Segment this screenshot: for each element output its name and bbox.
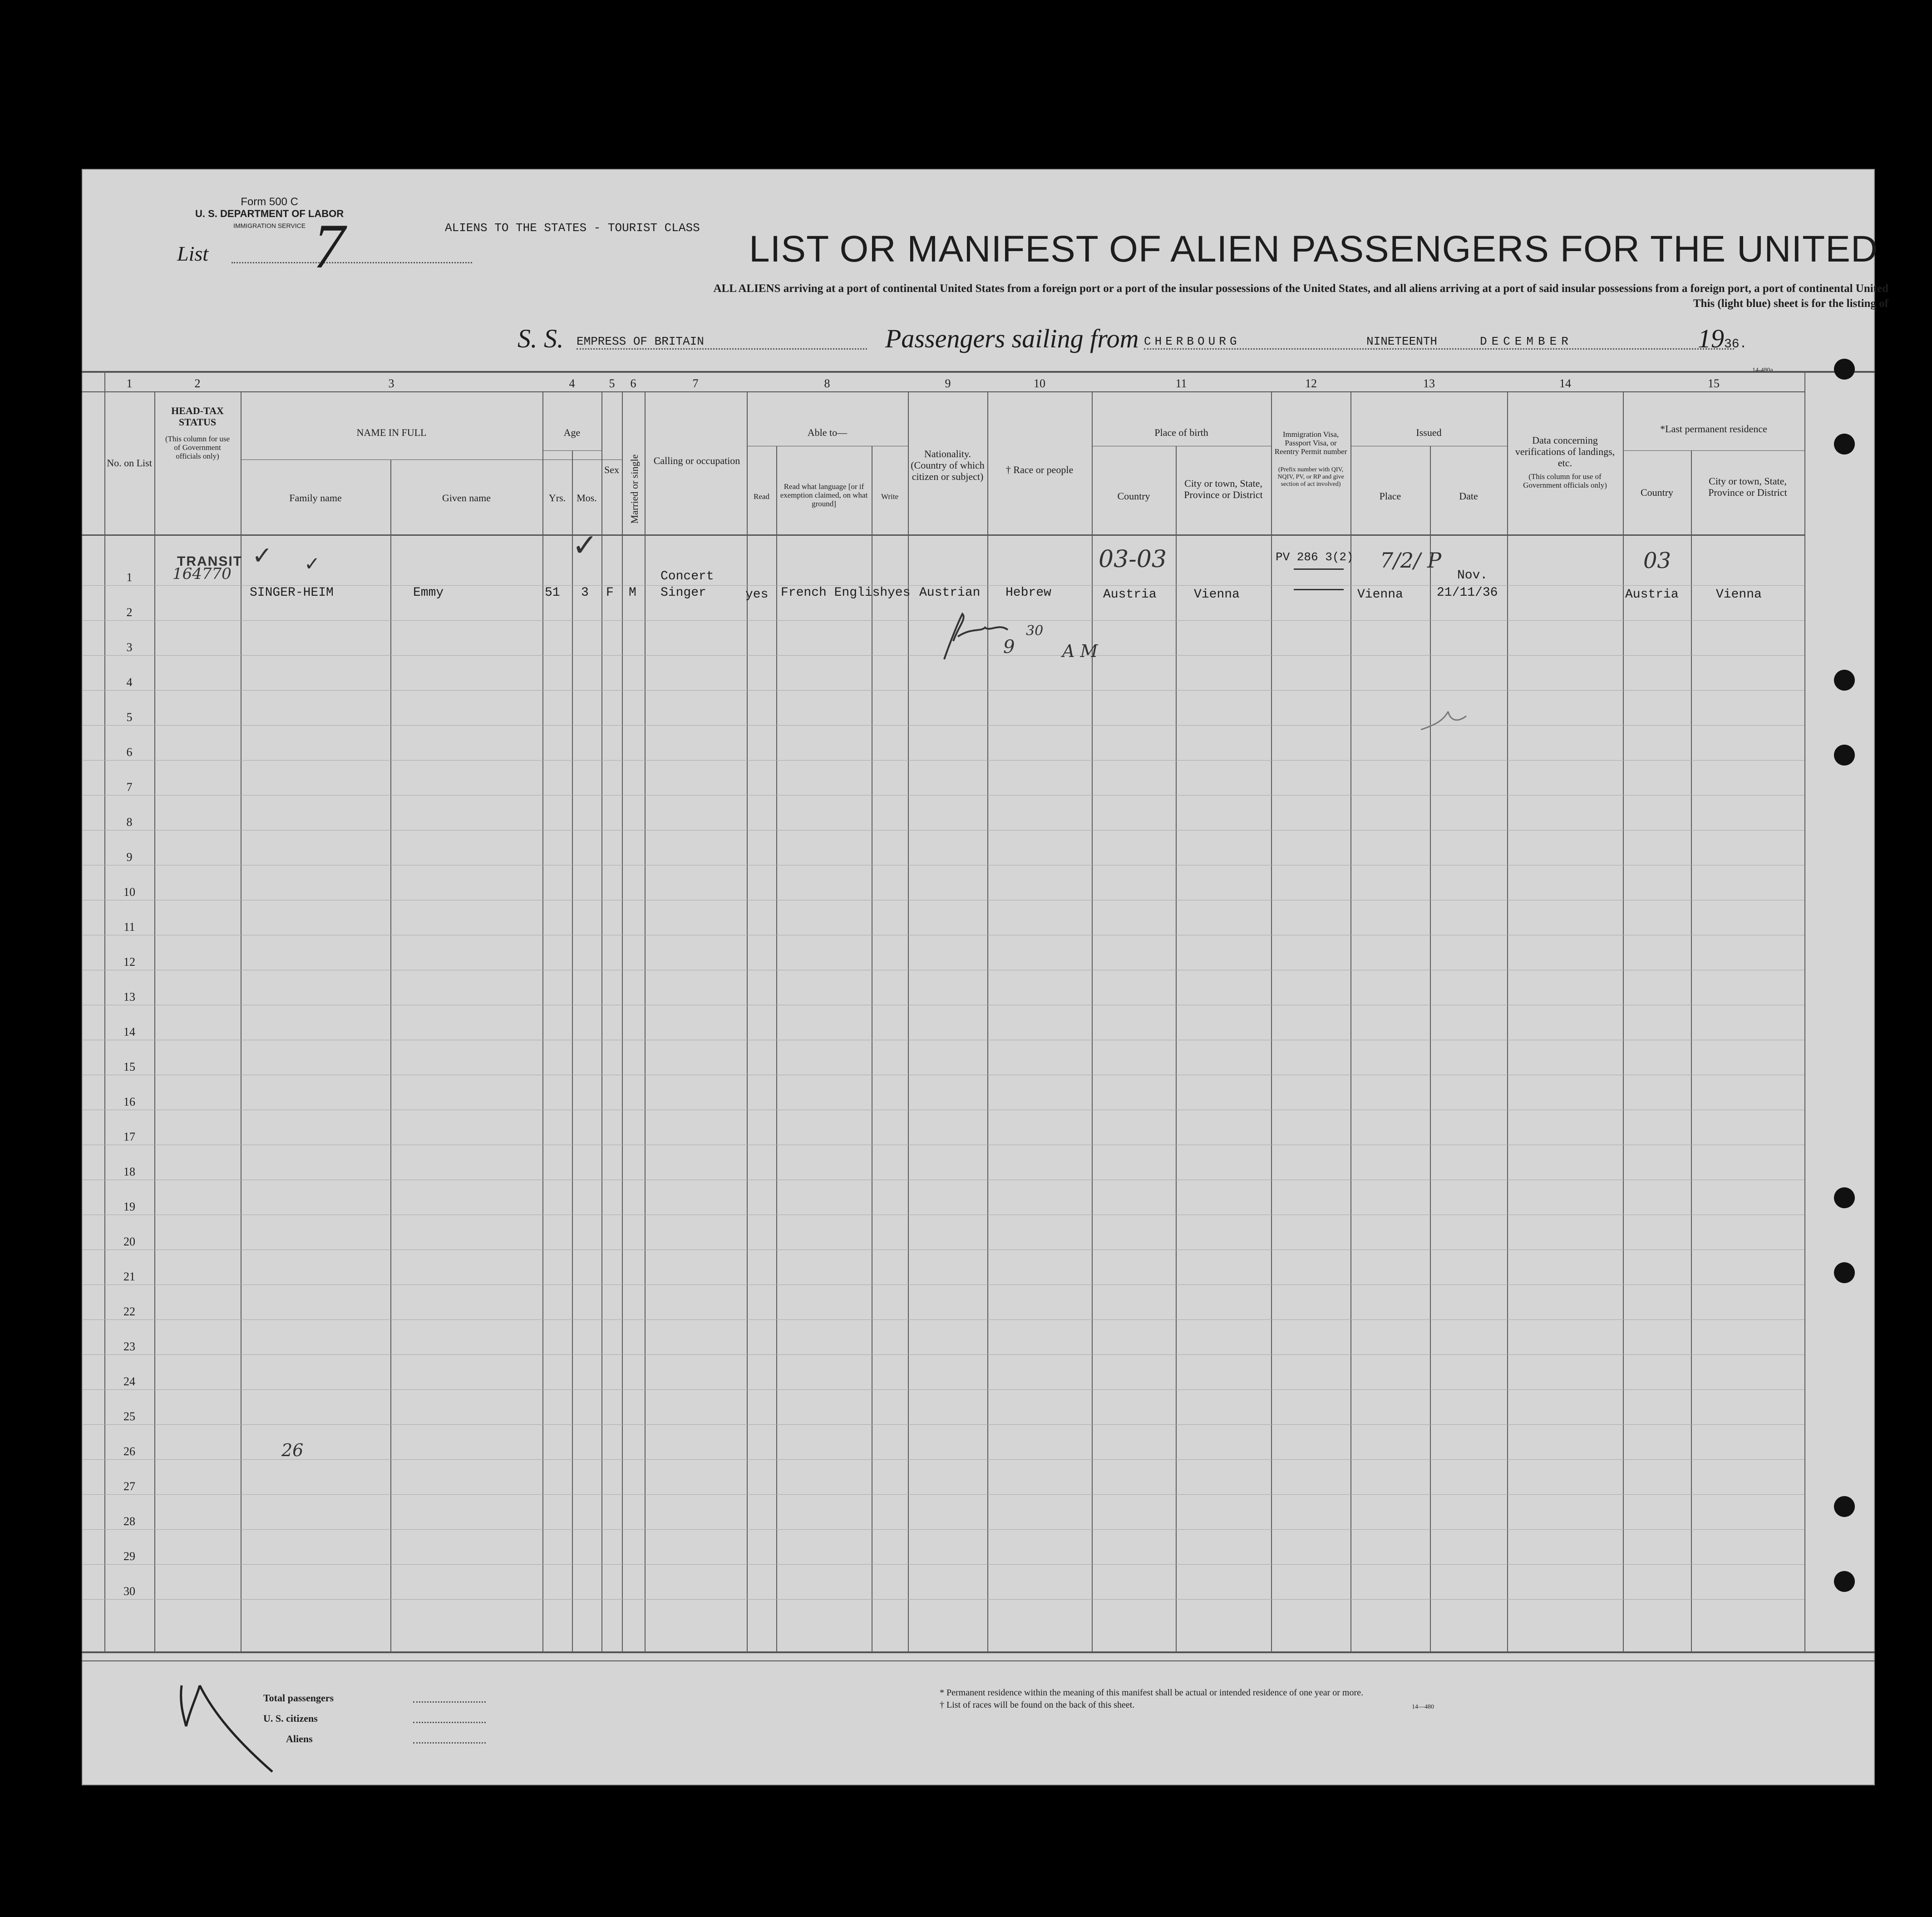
row-number: 6 bbox=[126, 746, 133, 759]
no-on-list-header: No. on List bbox=[107, 457, 152, 469]
last-residence-header: *Last permanent residence bbox=[1660, 423, 1767, 435]
struck-out-entry bbox=[1294, 568, 1344, 590]
col-number: 12 bbox=[1305, 377, 1317, 390]
read-header: Read bbox=[754, 492, 769, 501]
col-number: 6 bbox=[630, 377, 636, 390]
us-citizens-label: U. S. citizens bbox=[263, 1713, 318, 1724]
table-bottom-rule bbox=[82, 1651, 1875, 1653]
list-label: List bbox=[177, 242, 209, 265]
name-subheader-rule bbox=[241, 459, 622, 460]
departure-port: CHERBOURG bbox=[1144, 335, 1734, 350]
col-line bbox=[1092, 391, 1093, 1651]
family-name-header: Family name bbox=[289, 492, 342, 504]
col-line bbox=[241, 391, 242, 1651]
residence-handwritten-mark: 03 bbox=[1643, 548, 1671, 573]
issued-place-header: Place bbox=[1379, 490, 1401, 502]
col-line bbox=[645, 391, 646, 1651]
row-number: 2 bbox=[126, 606, 133, 619]
given-name-header: Given name bbox=[442, 492, 491, 504]
check-mark: ✓ bbox=[304, 553, 320, 575]
row-line bbox=[82, 725, 1804, 726]
row-number: 29 bbox=[123, 1550, 135, 1563]
birth-city-cell: Vienna bbox=[1194, 588, 1240, 602]
head-tax-number: 164770 bbox=[172, 565, 232, 583]
table-bottom-rule-2 bbox=[82, 1660, 1875, 1661]
col-line bbox=[1507, 391, 1508, 1651]
calling-header: Calling or occupation bbox=[653, 455, 740, 466]
col-number: 4 bbox=[569, 377, 575, 390]
read-what-header: Read what language [or if exemption claimed, on what ground] bbox=[780, 482, 868, 508]
residence-footnote: * Permanent residence within the meaning of this manifest shall be actual or intended residence of one year or more. bbox=[940, 1688, 1364, 1698]
race-cell: Hebrew bbox=[1005, 586, 1051, 600]
row-number: 21 bbox=[123, 1270, 135, 1283]
row-line bbox=[82, 690, 1804, 691]
sailing-year bbox=[1698, 323, 1747, 354]
months-cell: 3 bbox=[581, 586, 589, 600]
binder-hole bbox=[1834, 1571, 1855, 1592]
sailing-month: DECEMBER bbox=[1480, 335, 1573, 348]
visa-header: Immigration Visa, Passport Visa, or Reentry Permit number bbox=[1274, 430, 1347, 456]
intro-line-2: This (light blue) sheet is for the listing of bbox=[1693, 297, 1888, 310]
name-in-full-header: NAME IN FULL bbox=[356, 427, 427, 438]
corner-code: 14-480a bbox=[1752, 367, 1773, 374]
row-line bbox=[82, 1494, 1804, 1495]
age-header: Age bbox=[563, 427, 581, 438]
col-line bbox=[390, 459, 391, 1651]
col-line bbox=[572, 450, 573, 1651]
col-line bbox=[1623, 391, 1624, 1651]
married-cell: M bbox=[629, 586, 636, 600]
pencil-mark bbox=[1416, 707, 1471, 734]
birth-city-header: City or town, State, Province or District bbox=[1184, 478, 1263, 500]
birth-country-cell: Austria bbox=[1103, 588, 1157, 602]
birth-handwritten-mark: 03-03 bbox=[1099, 546, 1167, 573]
check-mark: ✓ bbox=[252, 541, 273, 570]
aliens-label: Aliens bbox=[286, 1733, 313, 1744]
col-line bbox=[1430, 446, 1431, 1651]
residence-country-cell: Austria bbox=[1625, 588, 1679, 602]
row-number: 24 bbox=[123, 1375, 135, 1388]
able-to-header: Able to— bbox=[807, 427, 848, 438]
col-number: 14 bbox=[1559, 377, 1571, 390]
occupation-cell-1: Concert bbox=[660, 569, 714, 583]
col-line bbox=[1350, 391, 1351, 1651]
row-number: 14 bbox=[123, 1025, 135, 1038]
row-number: 26 bbox=[123, 1445, 135, 1458]
year-prefix: 19 bbox=[1698, 324, 1724, 353]
row-number: 10 bbox=[123, 885, 135, 899]
binder-hole bbox=[1834, 670, 1855, 691]
manifest-title: LIST OR MANIFEST OF ALIEN PASSENGERS FOR THE UNITED bbox=[749, 228, 1878, 270]
row-number: 5 bbox=[126, 711, 133, 724]
total-passengers-line bbox=[413, 1701, 486, 1703]
col-number: 13 bbox=[1423, 377, 1435, 390]
given-name-cell: Emmy bbox=[413, 586, 444, 600]
issued-place-cell: Vienna bbox=[1357, 588, 1403, 602]
us-citizens-line bbox=[413, 1722, 486, 1723]
col-number: 15 bbox=[1708, 377, 1720, 390]
row-line bbox=[82, 760, 1804, 761]
occupation-cell-2: Singer bbox=[660, 586, 706, 600]
head-tax-header: HEAD-TAX STATUS bbox=[171, 405, 224, 428]
visa-number-cell: PV 286 3(2) bbox=[1276, 550, 1354, 564]
service-name: IMMIGRATION SERVICE bbox=[233, 222, 306, 229]
row-number: 15 bbox=[123, 1060, 135, 1073]
col-line bbox=[1691, 450, 1692, 1651]
row-number: 18 bbox=[123, 1165, 135, 1178]
aliens-line bbox=[413, 1742, 486, 1744]
residence-subheader-rule bbox=[1623, 450, 1804, 451]
header-bottom-rule bbox=[82, 534, 1804, 536]
row-line bbox=[82, 1459, 1804, 1460]
row-number: 25 bbox=[123, 1410, 135, 1423]
inspector-signature bbox=[940, 600, 1067, 668]
ship-name: EMPRESS OF BRITAIN bbox=[577, 335, 867, 350]
row-number: 8 bbox=[126, 815, 133, 829]
row-number: 19 bbox=[123, 1200, 135, 1213]
col-number: 1 bbox=[126, 377, 133, 390]
write-header: Write bbox=[881, 492, 899, 501]
sex-cell: F bbox=[606, 586, 614, 600]
head-tax-stamp: TRANSIT bbox=[177, 554, 242, 569]
visa-note: (Prefix number with QIV, NQIV, PV, or RP and give section of act involved) bbox=[1277, 466, 1344, 488]
col-number: 3 bbox=[388, 377, 394, 390]
col-line bbox=[542, 391, 543, 1651]
binder-hole bbox=[1834, 359, 1855, 380]
list-number: 7 bbox=[313, 211, 345, 282]
write-cell: yes bbox=[887, 586, 911, 600]
department-name: U. S. DEPARTMENT OF LABOR bbox=[195, 208, 344, 219]
row-line bbox=[82, 1354, 1804, 1355]
table-top-rule bbox=[82, 371, 1875, 373]
row-number: 9 bbox=[126, 850, 133, 864]
row-number: 3 bbox=[126, 641, 133, 654]
sailing-label: Passengers sailing from bbox=[885, 324, 1139, 353]
row-number: 20 bbox=[123, 1235, 135, 1248]
data-concerning-header: Data concerning verifications of landings, etc. bbox=[1515, 435, 1615, 469]
row-line bbox=[82, 1389, 1804, 1390]
residence-city-cell: Vienna bbox=[1716, 588, 1762, 602]
check-mark: ✓ bbox=[572, 528, 598, 563]
nationality-cell: Austrian bbox=[919, 586, 981, 600]
read-cell: yes bbox=[745, 588, 769, 602]
family-name-cell: SINGER-HEIM bbox=[250, 586, 334, 600]
row-26-mark: 26 bbox=[281, 1440, 304, 1460]
race-header: † Race or people bbox=[1005, 464, 1074, 475]
row-number: 17 bbox=[123, 1130, 135, 1143]
time-am: A M bbox=[1062, 641, 1098, 661]
row-number: 4 bbox=[126, 676, 133, 689]
row-number: 13 bbox=[123, 990, 135, 1003]
residence-city-header: City or town, State, Province or District bbox=[1708, 475, 1787, 498]
issued-header: Issued bbox=[1416, 427, 1442, 438]
row-number: 22 bbox=[123, 1305, 135, 1318]
footer-code: 14—480 bbox=[1412, 1704, 1434, 1710]
binder-hole bbox=[1834, 745, 1855, 766]
ss-label: S. S. bbox=[518, 324, 564, 353]
nationality-header: Nationality. (Country of which citizen or subject) bbox=[911, 448, 985, 482]
col-line bbox=[1804, 371, 1805, 1651]
birth-country-header: Country bbox=[1117, 490, 1150, 502]
col-line bbox=[908, 391, 909, 1651]
col-line bbox=[622, 391, 623, 1651]
issued-date-cell-1: Nov. bbox=[1457, 568, 1488, 583]
manifest-sheet bbox=[82, 169, 1888, 1785]
issued-handwritten-mark: 7/2/ P bbox=[1380, 548, 1442, 573]
months-header: Mos. bbox=[577, 492, 597, 504]
col-line bbox=[1271, 391, 1272, 1651]
row-line bbox=[82, 1424, 1804, 1425]
col-number: 5 bbox=[609, 377, 615, 390]
class-line: ALIENS TO THE STATES - TOURIST CLASS bbox=[445, 221, 700, 235]
row-number: 28 bbox=[123, 1515, 135, 1528]
binder-hole bbox=[1834, 1262, 1855, 1283]
year-suffix: 36. bbox=[1724, 337, 1747, 351]
row-line bbox=[82, 1599, 1804, 1600]
row-number: 30 bbox=[123, 1585, 135, 1598]
years-header: Yrs. bbox=[548, 492, 566, 504]
col-line bbox=[776, 446, 777, 1651]
issued-date-cell-2: 21/11/36 bbox=[1437, 586, 1498, 600]
intro-line-1: ALL ALIENS arriving at a port of continental United States from a foreign port or a port of the insular possessions of the United States, and all aliens arriving at a port of said insular possessions from a foreign port, a port of continental United bbox=[713, 282, 1888, 295]
col-line bbox=[1176, 446, 1177, 1651]
row-number: 1 bbox=[126, 571, 133, 584]
data-concerning-note: (This column for use of Government officials only) bbox=[1523, 472, 1607, 489]
handwritten-tally-mark bbox=[172, 1667, 281, 1776]
col-number: 7 bbox=[692, 377, 699, 390]
language-cell: French English bbox=[781, 586, 888, 600]
col-number: 11 bbox=[1175, 377, 1187, 390]
binder-hole bbox=[1834, 1187, 1855, 1208]
form-number: Form 500 C bbox=[241, 196, 298, 208]
col-line bbox=[601, 391, 602, 1651]
sailing-day: NINETEENTH bbox=[1366, 335, 1438, 348]
years-cell: 51 bbox=[545, 586, 560, 600]
row-number: 23 bbox=[123, 1340, 135, 1353]
col-number: 2 bbox=[194, 377, 201, 390]
row-line bbox=[82, 1529, 1804, 1530]
binder-hole bbox=[1834, 434, 1855, 455]
col-number: 10 bbox=[1034, 377, 1045, 390]
row-line bbox=[82, 1319, 1804, 1320]
row-number: 12 bbox=[123, 955, 135, 968]
row-number: 16 bbox=[123, 1095, 135, 1108]
time-hour: 9 bbox=[1003, 637, 1015, 657]
col-line bbox=[747, 391, 748, 1651]
time-minutes: 30 bbox=[1026, 623, 1044, 639]
col-number: 9 bbox=[945, 377, 951, 390]
sex-header: Sex bbox=[604, 464, 619, 475]
row-line bbox=[82, 1564, 1804, 1565]
total-passengers-label: Total passengers bbox=[263, 1692, 334, 1704]
married-header: Married or single bbox=[629, 454, 640, 524]
col-line bbox=[987, 391, 988, 1651]
race-footnote: † List of races will be found on the back of this sheet. bbox=[940, 1700, 1135, 1710]
col-number: 8 bbox=[824, 377, 830, 390]
column-number-rule bbox=[82, 391, 1804, 392]
row-number: 7 bbox=[126, 781, 133, 794]
binder-hole bbox=[1834, 1496, 1855, 1517]
row-number: 27 bbox=[123, 1480, 135, 1493]
residence-country-header: Country bbox=[1640, 487, 1674, 498]
list-number-line bbox=[232, 262, 472, 263]
row-number: 11 bbox=[123, 920, 135, 934]
place-of-birth-header: Place of birth bbox=[1154, 427, 1208, 438]
head-tax-note: (This column for use of Government officials only) bbox=[165, 435, 230, 460]
issued-date-header: Date bbox=[1459, 490, 1478, 502]
